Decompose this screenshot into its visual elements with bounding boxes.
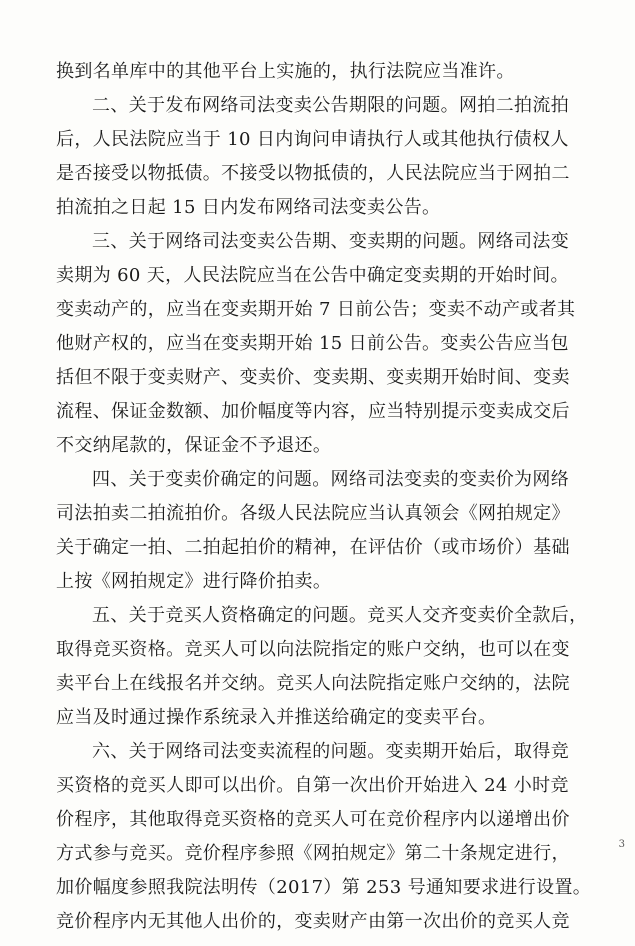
text-line: 司法拍卖二拍流拍价。各级人民法院应当认真领会《网拍规定》 xyxy=(56,503,570,524)
text-line: 方式参与竞买。竞价程序参照《网拍规定》第二十条规定进行， xyxy=(56,843,570,864)
text-line: 换到名单库中的其他平台上实施的，执行法院应当准许。 xyxy=(56,61,515,82)
text-line: 六、关于网络司法变卖流程的问题。变卖期开始后，取得竞 xyxy=(92,741,570,762)
text-line: 买资格的竞买人即可以出价。自第一次出价开始进入 24 小时竞 xyxy=(56,775,569,796)
text-line: 关于确定一拍、二拍起拍价的精神，在评估价（或市场价）基础 xyxy=(56,537,570,558)
text-line: 卖期为 60 天，人民法院应当在公告中确定变卖期的开始时间。 xyxy=(56,265,569,286)
text-line: 应当及时通过操作系统录入并推送给确定的变卖平台。 xyxy=(56,707,497,728)
text-line: 加价幅度参照我院法明传（2017）第 253 号通知要求进行设置。 xyxy=(56,877,592,898)
text-line: 卖平台上在线报名并交纳。竞买人向法院指定账户交纳的，法院 xyxy=(56,673,570,694)
text-line: 括但不限于变卖财产、变卖价、变卖期、变卖期开始时间、变卖 xyxy=(56,367,570,388)
page-number: 3 xyxy=(618,839,625,850)
text-line: 他财产权的，应当在变卖期开始 15 日前公告。变卖公告应当包 xyxy=(56,333,569,354)
text-line: 竞价程序内无其他人出价的，变卖财产由第一次出价的竞买人竞 xyxy=(56,911,570,932)
text-line: 二、关于发布网络司法变卖公告期限的问题。网拍二拍流拍 xyxy=(92,95,570,116)
text-line: 五、关于竞买人资格确定的问题。竞买人交齐变卖价全款后， xyxy=(92,605,588,626)
text-line: 拍流拍之日起 15 日内发布网络司法变卖公告。 xyxy=(56,197,441,218)
text-line: 后，人民法院应当于 10 日内询问申请执行人或其他执行债权人 xyxy=(56,129,569,150)
text-line: 流程、保证金数额、加价幅度等内容，应当特别提示变卖成交后 xyxy=(56,401,570,422)
text-line: 是否接受以物抵债。不接受以物抵债的，人民法院应当于网拍二 xyxy=(56,163,570,184)
text-line: 四、关于变卖价确定的问题。网络司法变卖的变卖价为网络 xyxy=(92,469,570,490)
text-line: 不交纳尾款的，保证金不予退还。 xyxy=(56,435,332,456)
text-line: 三、关于网络司法变卖公告期、变卖期的问题。网络司法变 xyxy=(92,231,570,252)
text-line: 价程序，其他取得竞买资格的竞买人可在竞价程序内以递增出价 xyxy=(56,809,570,830)
text-line: 上按《网拍规定》进行降价拍卖。 xyxy=(56,571,332,592)
text-line: 取得竞买资格。竞买人可以向法院指定的账户交纳，也可以在变 xyxy=(56,639,570,660)
text-line: 变卖动产的，应当在变卖期开始 7 日前公告；变卖不动产或者其 xyxy=(56,299,576,320)
document-body xyxy=(56,61,592,946)
